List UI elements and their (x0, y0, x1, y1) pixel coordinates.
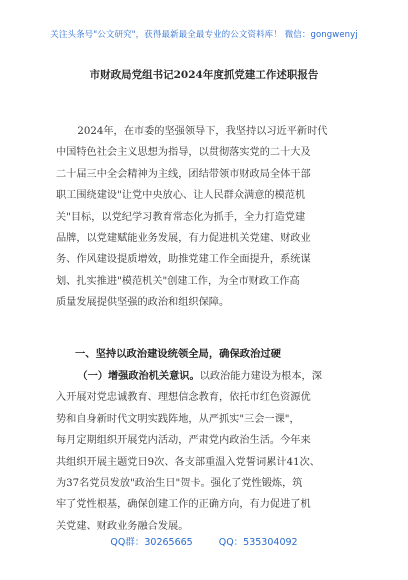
paragraph-line: 二十届三中全会精神为主线，团结带领市财政局全体干部 (56, 168, 311, 180)
paragraph-line: 质量发展提供坚强的政治和组织保障。 (56, 297, 230, 309)
paragraph-line: 势和自身新时代文明实践阵地，从严抓实"三会一课"， (56, 413, 300, 425)
paragraph-line: 2024年，在市委的坚强领导下，我坚持以习近平新时代 (77, 126, 328, 137)
paragraph-line: 务、作风建设提质增效，助推党建工作全面提升，系统谋 (56, 254, 311, 266)
paragraph-line: 为37名党员发放"政治生日"贺卡。强化了党性锻炼，筑 (56, 478, 303, 490)
paragraph-first-line (56, 366, 356, 387)
header-promo-note: 关注头条号"公文研究"，获得最新最全最专业的公文资料库！ 微信：gongwenyj (50, 30, 358, 40)
paragraph-line: 入开展对党忠诚教育、理想信念教育，依托市红色资源优 (56, 392, 311, 404)
paragraph-line: 中国特色社会主义思想为指导，以贯彻落实党的二十大及 (56, 147, 311, 159)
intro-paragraph (56, 121, 356, 314)
qq-number: QQ：535304092 (218, 537, 298, 548)
subheading-lead: （一）增强政治机关意识。 (77, 370, 200, 382)
paragraph-line: 每月定期组织开展党内活动，严肃党内政治生活。今年来 (56, 435, 311, 447)
qq-group-number: QQ群：30265665 (110, 537, 193, 548)
paragraph-line: 划、扎实推进"模范机关"创建工作，为全市财政工作高 (56, 275, 300, 287)
section-heading-1: 一、坚持以政治建设统领全局，确保政治过硬 (75, 348, 281, 360)
footer-contact (0, 534, 408, 548)
document-title: 市财政局党组书记2024年度抓党建工作述职报告 (89, 69, 319, 81)
paragraph-line-rest: 以政治能力建设为根本，深 (199, 371, 322, 382)
paragraph-line: 关"目标，以党纪学习教育常态化为抓手，全力打造党建 (56, 211, 306, 223)
paragraph-line: 品牌，以党建赋能业务发展，有力促进机关党建、财政业 (56, 233, 311, 245)
paragraph-line: 关党建、财政业务融合发展。 (56, 520, 189, 532)
paragraph-line: 共组织开展主题党日9次、各支部重温入党誓词累计41次、 (56, 456, 320, 468)
paragraph-line: 牢了党性根基，确保创建工作的正确方向，有力促进了机 (56, 499, 311, 511)
section-paragraph (56, 366, 356, 537)
paragraph-line: 职工围绕建设"让党中央放心、让人民群众满意的模范机 (56, 190, 306, 202)
